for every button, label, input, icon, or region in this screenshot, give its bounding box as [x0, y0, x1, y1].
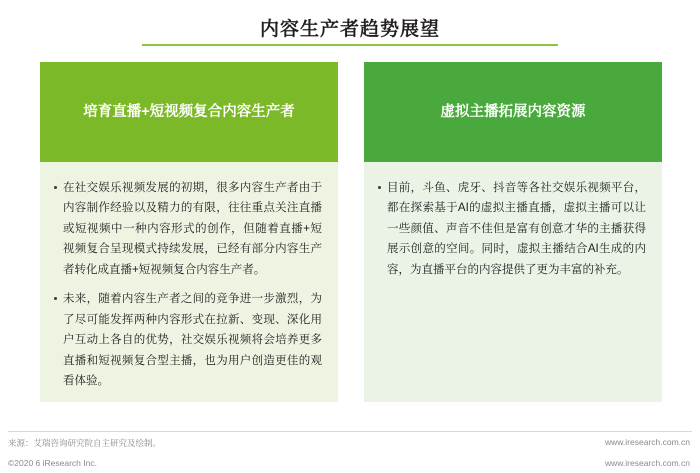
- list-item: [376, 178, 646, 280]
- bullet-dot-icon: [54, 297, 57, 300]
- footer-site-top: www.iresearch.com.cn: [604, 437, 690, 447]
- list-item: [52, 178, 322, 280]
- bullet-dot-icon: [54, 186, 57, 189]
- page-title-wrap: [0, 14, 700, 41]
- list-item: [52, 289, 322, 391]
- column-2: [364, 62, 662, 402]
- title-underline: [142, 44, 558, 46]
- list-item-text: 目前，斗鱼、虎牙、抖音等各社交娱乐视频平台，都在探索基于AI的虚拟主播直播，虚拟主播可以让一些颜值、声音不佳但是富有创意才华的主播获得展示创意的空间。同时，虚拟主播结合AI生成的内容，为直播平台的内容提供了更为丰富的补充。: [387, 182, 646, 276]
- column-2-body: [364, 162, 662, 402]
- footer-site: www.iresearch.com.cn: [604, 458, 690, 468]
- columns-container: [40, 62, 662, 402]
- column-1-body: [40, 162, 338, 402]
- list-item-text: 在社交娱乐视频发展的初期，很多内容生产者由于内容制作经验以及精力的有限，往往重点关注直播或短视频中一种内容形式的创作，但随着直播+短视频复合呈现模式持续发展，已经有部分内容生产者转化成直播+短视频复合内容生产者。: [63, 182, 322, 276]
- column-1-header: 培育直播+短视频复合内容生产者: [40, 62, 338, 162]
- page-title: 内容生产者趋势展望: [259, 19, 440, 40]
- column-2-header: 虚拟主播拓展内容资源: [364, 62, 662, 162]
- list-item-text: 未来，随着内容生产者之间的竞争进一步激烈，为了尽可能发挥两种内容形式在拉新、变现、深化用户互动上各自的优势，社交娱乐视频将会培养更多直播和短视频复合型主播，也为用户创造更佳的观看体验。: [63, 293, 322, 388]
- bullet-dot-icon: [378, 186, 381, 189]
- source-note: 来源：艾瑞咨询研究院自主研究及绘制。: [8, 438, 162, 448]
- copyright-note: ©2020 6 iResearch Inc.: [8, 458, 97, 468]
- footer-divider: [8, 431, 692, 432]
- column-1: [40, 62, 338, 402]
